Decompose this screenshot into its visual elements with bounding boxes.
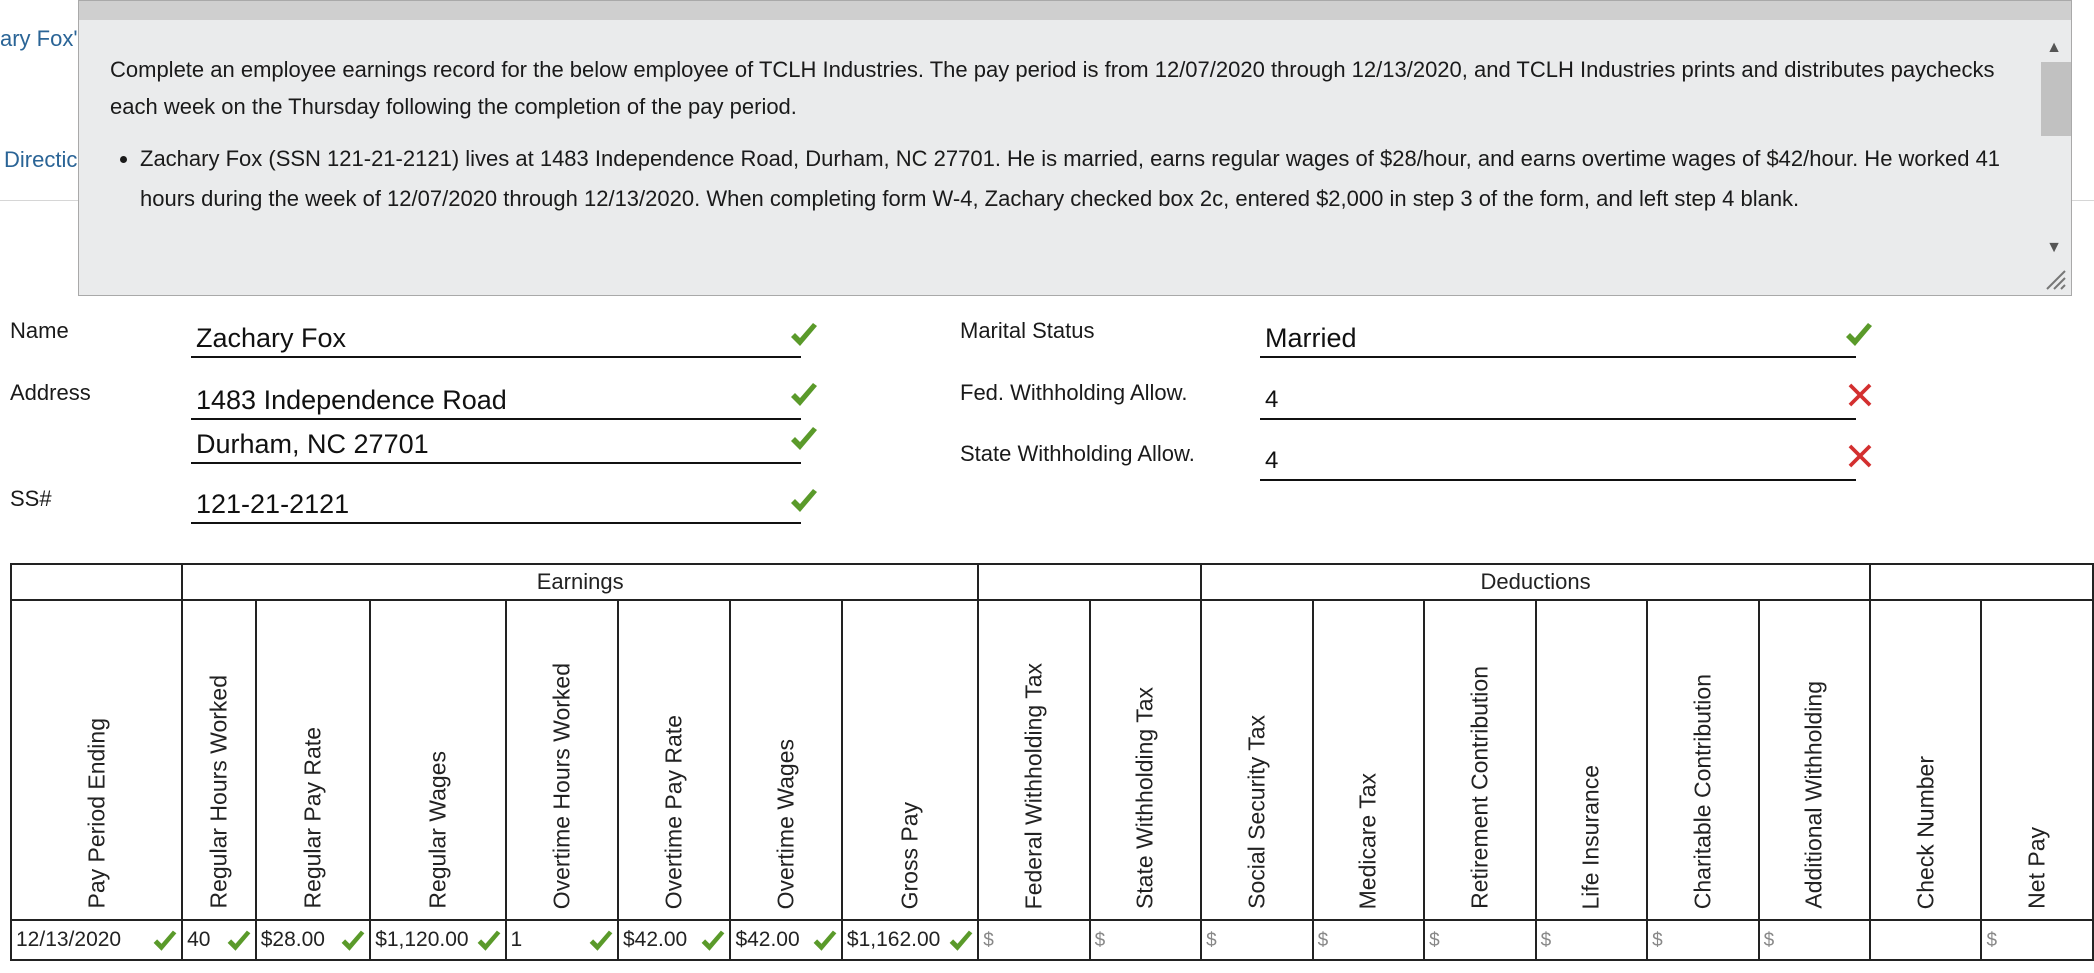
cell-retirement-contribution[interactable] — [1424, 920, 1536, 960]
fed-withholding-allow-label: Fed. Withholding Allow. — [960, 380, 1188, 405]
column-header-label: Regular Pay Rate — [299, 727, 326, 909]
column-header-label: Regular Hours Worked — [205, 675, 232, 909]
fed-withholding-allow-cross-icon — [1846, 381, 1874, 409]
ss-field[interactable]: 121-21-2121 — [191, 484, 801, 524]
column-header-label: Retirement Contribution — [1466, 666, 1493, 909]
cell-social-security-tax[interactable] — [1201, 920, 1313, 960]
cell-net-pay[interactable] — [1981, 920, 2093, 960]
column-header-gross-pay — [842, 600, 978, 920]
cell-additional-withholding[interactable] — [1759, 920, 1871, 960]
column-header-label: Regular Wages — [424, 751, 451, 909]
dialog-titlebar[interactable] — [79, 1, 2071, 20]
earnings-record-table — [10, 563, 2094, 961]
scroll-thumb[interactable] — [2041, 62, 2071, 136]
cell-charitable-contribution[interactable] — [1647, 920, 1759, 960]
check-icon — [699, 928, 727, 956]
cell-value: $1,120.00 — [375, 928, 469, 951]
resize-grip-icon[interactable] — [2043, 267, 2067, 291]
check-icon — [225, 928, 253, 956]
cell-value: 1 — [510, 928, 523, 951]
taxes-group-cell — [978, 564, 1201, 600]
cell-value: $ — [1317, 930, 1329, 951]
instructions-bullet: • Zachary Fox (SSN 121-21-2121) lives at 1483 Independence Road, Durham, NC 27701. He is married, earns regular wages of $28/hour, and earns overtime wages of $42/hour. He worked 41 hours during the week of 12/07/2020 through 12/13/2020. When completing form W-4, Zachary checked box 2c, entered $2,000 in step 3 of the form, and left step 4 blank. — [140, 139, 2030, 219]
column-header-state-withholding-tax — [1090, 600, 1201, 920]
cell-value: $ — [1429, 930, 1440, 951]
cell-overtime-pay-rate[interactable] — [618, 920, 730, 960]
cell-value: $ — [1652, 930, 1663, 951]
dialog-scrollbar[interactable] — [2037, 20, 2071, 260]
marital-status-check-icon — [1843, 320, 1875, 352]
column-header-overtime-hours-worked — [506, 600, 618, 920]
address-line2-check-icon — [788, 424, 820, 456]
cell-pay-period-ending[interactable] — [11, 920, 182, 960]
check-icon — [339, 928, 367, 956]
directions-tab-fragment[interactable]: Directic — [4, 147, 78, 172]
cell-value: 12/13/2020 — [16, 928, 122, 951]
name-field[interactable]: Zachary Fox — [191, 318, 801, 358]
column-header-label: Overtime Hours Worked — [548, 662, 575, 909]
column-header-regular-wages — [370, 600, 505, 920]
cell-regular-pay-rate[interactable] — [256, 920, 370, 960]
ss-label: SS# — [10, 486, 52, 511]
column-header-label: Net Pay — [2023, 827, 2050, 909]
column-header-life-insurance — [1536, 600, 1648, 920]
column-header-net-pay — [1981, 600, 2093, 920]
cell-life-insurance[interactable] — [1536, 920, 1648, 960]
cell-overtime-hours-worked[interactable] — [506, 920, 618, 960]
address-line2-field[interactable]: Durham, NC 27701 — [191, 424, 801, 464]
cell-value: $ — [983, 930, 994, 951]
ss-check-icon — [788, 486, 820, 518]
earnings-group-header: Earnings — [182, 564, 978, 600]
column-header-label: Gross Pay — [896, 801, 923, 909]
cell-value: $42.00 — [735, 928, 800, 951]
cell-medicare-tax[interactable] — [1313, 920, 1425, 960]
instructions-text — [110, 51, 2030, 219]
instructions-list — [110, 139, 2030, 219]
cell-federal-withholding-tax[interactable] — [978, 920, 1089, 960]
column-header-overtime-wages — [730, 600, 841, 920]
payment-group-cell — [1870, 564, 2093, 600]
name-check-icon — [788, 320, 820, 352]
check-icon — [947, 928, 975, 956]
column-header-regular-hours-worked — [182, 600, 256, 920]
cell-value: 40 — [187, 928, 211, 951]
column-header-label: State Withholding Tax — [1131, 686, 1158, 909]
cell-value: $ — [1206, 930, 1217, 951]
state-withholding-allow-label: State Withholding Allow. — [960, 441, 1195, 466]
cell-state-withholding-tax[interactable] — [1090, 920, 1201, 960]
deductions-group-header: Deductions — [1201, 564, 1870, 600]
blank-group-cell — [11, 564, 182, 600]
address-label: Address — [10, 380, 91, 405]
check-icon — [151, 928, 179, 956]
cell-regular-wages[interactable] — [370, 920, 505, 960]
check-icon — [587, 928, 615, 956]
column-header-label: Life Insurance — [1577, 764, 1604, 909]
check-icon — [811, 928, 839, 956]
column-header-label: Overtime Wages — [772, 738, 799, 909]
column-header-label: Additional Withholding — [1800, 681, 1827, 909]
marital-status-field[interactable]: Married — [1260, 318, 1856, 358]
column-header-label: Medicare Tax — [1354, 772, 1381, 909]
instructions-paragraph: Complete an employee earnings record for the below employee of TCLH Industries. The pay period is from 12/07/2020 through 12/13/2020, and TCLH Industries prints and distributes paychecks each week on the Thursday following the completion of the pay period. — [110, 57, 1995, 119]
marital-status-label: Marital Status — [960, 318, 1095, 343]
column-header-check-number — [1870, 600, 1981, 920]
cell-overtime-wages[interactable] — [730, 920, 841, 960]
address-line1-check-icon — [788, 380, 820, 412]
column-header-medicare-tax — [1313, 600, 1425, 920]
column-header-label: Charitable Contribution — [1689, 673, 1716, 909]
state-withholding-allow-cross-icon — [1846, 442, 1874, 470]
cell-value: $42.00 — [622, 928, 688, 951]
scroll-down-arrow-icon[interactable]: ▼ — [2046, 239, 2062, 256]
address-line1-field[interactable]: 1483 Independence Road — [191, 380, 801, 420]
column-header-additional-withholding — [1759, 600, 1871, 920]
column-header-pay-period-ending — [11, 600, 182, 920]
column-header-overtime-pay-rate — [618, 600, 730, 920]
state-withholding-allow-field[interactable]: 4 — [1260, 441, 1856, 481]
cell-value: $ — [1763, 930, 1775, 951]
fed-withholding-allow-field[interactable]: 4 — [1260, 380, 1856, 420]
column-header-label: Federal Withholding Tax — [1020, 662, 1047, 909]
cell-check-number[interactable] — [1870, 920, 1981, 960]
column-header-federal-withholding-tax — [978, 600, 1089, 920]
cell-value: $ — [1540, 930, 1552, 951]
column-header-regular-pay-rate — [256, 600, 370, 920]
cell-value: $1,162.00 — [846, 928, 941, 951]
column-header-label: Check Number — [1912, 755, 1939, 909]
column-header-charitable-contribution — [1647, 600, 1759, 920]
check-icon — [475, 928, 503, 956]
cell-gross-pay[interactable] — [842, 920, 978, 960]
cell-value: $28.00 — [260, 928, 325, 951]
column-header-retirement-contribution — [1424, 600, 1536, 920]
cell-value: $ — [1986, 930, 1998, 951]
cell-value: $ — [1094, 930, 1106, 951]
column-header-label: Social Security Tax — [1243, 715, 1270, 909]
scroll-up-arrow-icon[interactable]: ▲ — [2046, 39, 2062, 56]
column-header-social-security-tax — [1201, 600, 1313, 920]
cell-regular-hours-worked[interactable] — [182, 920, 256, 960]
column-header-label: Overtime Pay Rate — [660, 714, 687, 909]
instructions-dialog — [78, 0, 2072, 296]
name-label: Name — [10, 318, 69, 343]
page-title-fragment[interactable]: ary Fox' — [0, 26, 78, 51]
column-header-label: Pay Period Ending — [83, 718, 110, 909]
